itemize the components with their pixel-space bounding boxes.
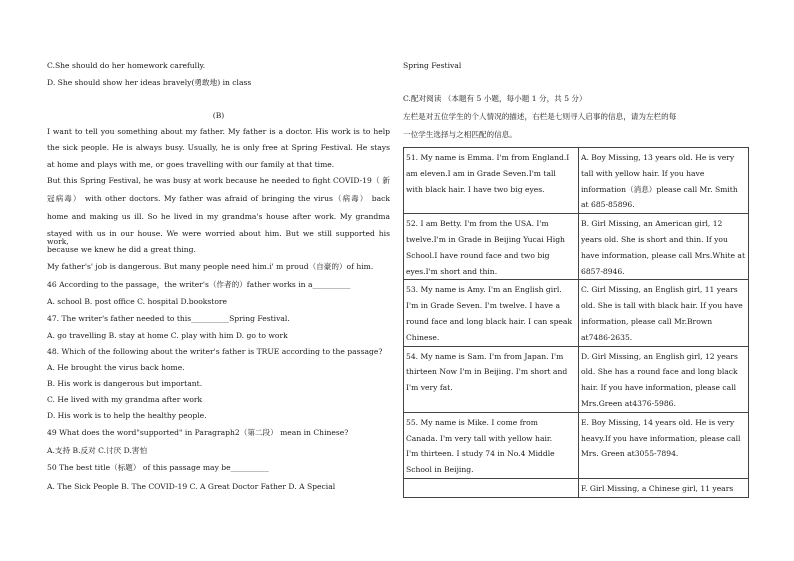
cell-line: I'm very fat.	[406, 383, 453, 393]
cell-line: at7486-2635.	[581, 332, 633, 342]
question-49: 49 What does the word"supported" in Paragraph2（第二段） mean in Chinese?	[47, 428, 349, 437]
cell-line: F. Girl Missing, a Chinese girl, 11 years	[581, 483, 734, 493]
cell-line: at 685-85896.	[581, 200, 635, 210]
question-50: 50 The best title（标题） of this passage may be__________	[47, 463, 269, 472]
cell-line: twelve.I'm in Grade in Beijing Yucai High	[406, 234, 565, 244]
cell-line: E. Boy Missing, 14 years old. He is very	[581, 417, 735, 427]
passage-line: I want to tell you something about my father. My father is a doctor. His work is to help	[47, 127, 390, 136]
instruction-line: 一位学生选择与之相匹配的信息。	[403, 130, 517, 139]
cell-line: Chinese.	[406, 332, 440, 342]
cell-line: 54. My name is Sam. I'm from Japan. I'm	[406, 351, 564, 361]
cell-line: years old. She is short and thin. If you	[581, 234, 728, 244]
cell-line: C. Girl Missing, an English girl, 11 years	[581, 285, 738, 295]
passage-line: 冠病毒） with other doctors. My father was afraid of bringing the virus（病毒） back	[47, 194, 390, 203]
student-cell-52	[404, 214, 579, 280]
cell-line: heavy.If you have information, please call	[581, 433, 741, 443]
cell-line: 52. I am Betty. I'm from the USA. I'm	[406, 219, 549, 229]
cell-line: Canada. I'm very tall with yellow hair.	[406, 433, 553, 443]
cell-line: 51. My name is Emma. I'm from England.I	[406, 153, 570, 162]
table-row	[404, 478, 749, 497]
table-row	[404, 280, 749, 346]
cell-line: I'm in Grade Seven. I'm twelve. I have a	[406, 301, 560, 311]
cell-line: Mrs.Green at4376-5986.	[581, 398, 676, 408]
passage-line: home and making us ill. So he lived in my grandma's house after work. My grandma	[47, 212, 390, 221]
cell-line: thirteen Now I'm in Beijing. I'm short and	[406, 367, 568, 377]
option-c-q45: C.She should do her homework carefully.	[47, 61, 206, 70]
cell-line: D. Girl Missing, an English girl, 12 years	[581, 351, 738, 361]
cell-line: Mrs. Green at3055-7894.	[581, 449, 679, 459]
passage-end-text: Spring Festival	[403, 61, 462, 70]
cell-line: am eleven.I am in Grade Seven.I'm tall	[406, 168, 556, 178]
question-47: 47. The writer's father needed to this__________Spring Festival.	[47, 314, 290, 323]
option-d-q45: D. She should show her ideas bravely(勇敢地) in class	[47, 78, 252, 87]
question-49-options: A.支持 B.反对 C.讨厌 D.害怕	[47, 446, 148, 455]
empty-cell	[404, 478, 579, 497]
cell-line: information（消息）please call Mr. Smith	[581, 184, 738, 194]
cell-line: 53. My name is Amy. I'm an English girl.	[406, 285, 562, 295]
student-cell-55	[404, 412, 579, 478]
cell-line: with black hair. I have two big eyes.	[406, 184, 545, 194]
question-48-option-a: A. He brought the virus back home.	[47, 363, 185, 372]
question-48-option-c: C. He lived with my grandma after work	[47, 395, 203, 404]
cell-line: 6857-8946.	[581, 266, 625, 276]
cell-line: School in Beijing.	[406, 465, 474, 475]
question-48-option-b: B. His work is dangerous but important.	[47, 379, 203, 388]
cell-line: old. She has a round face and long black	[581, 367, 738, 377]
table-row	[404, 148, 749, 214]
table-row	[404, 346, 749, 412]
passage-line: My father's' job is dangerous. But many people need him.i' m proud（自豪的）of him.	[47, 262, 374, 271]
cell-line: A. Boy Missing, 13 years old. He is very	[581, 153, 735, 162]
question-46: 46 According to the passage，the writer's（作者的）father works in a__________	[47, 280, 351, 289]
passage-line: the sick people. He is always busy. Usually, he is only free at Spring Festival. He stays	[47, 143, 390, 152]
student-cell-54	[404, 346, 579, 412]
notice-cell-e	[579, 412, 749, 478]
notice-cell-f	[579, 478, 749, 497]
question-46-options: A. school B. post office C. hospital D.bookstore	[47, 297, 228, 306]
table-row	[404, 214, 749, 280]
cell-line: 55. My name is Mike. I come from	[406, 417, 538, 427]
cell-line: hair. If you have information, please call	[581, 383, 737, 393]
cell-line: round face and long black hair. I can speak	[406, 316, 573, 326]
question-50-options: A. The Sick People B. The COVID-19 C. A Great Doctor Father D. A Special	[47, 482, 336, 491]
cell-line: eyes.I'm short and thin.	[406, 266, 498, 276]
cell-line: old. She is tall with black hair. If you have	[581, 301, 743, 311]
cell-line: I'm thirteen. I study 74 in No.4 Middle	[406, 449, 555, 459]
cell-line: tall with yellow hair. If you have	[581, 168, 705, 178]
section-heading-c: C.配对阅读 （本题有 5 小题，每小题 1 分，共 5 分）	[403, 94, 587, 103]
section-heading-b: (B)	[212, 111, 225, 120]
question-47-options: A. go travelling B. stay at home C. play with him D. go to work	[47, 331, 288, 340]
cell-line: information, please call Mr.Brown	[581, 316, 713, 326]
notice-cell-c	[579, 280, 749, 346]
notice-cell-b	[579, 214, 749, 280]
matching-table	[403, 147, 749, 498]
student-cell-53	[404, 280, 579, 346]
cell-line: have information, please call Mrs.White at	[581, 250, 745, 260]
notice-cell-a	[579, 148, 749, 214]
notice-cell-d	[579, 346, 749, 412]
table-row	[404, 412, 749, 478]
passage-line: because we knew he did a great thing.	[47, 245, 196, 254]
passage-line: at home and plays with me, or goes travelling with our family at that time.	[47, 160, 335, 169]
instruction-line: 左栏是对五位学生的个人情况的描述，右栏是七则寻人启事的信息，请为左栏的每	[403, 112, 677, 121]
passage-line: But this Spring Festival, he was busy at work because he needed to fight COVID-19（ 新	[47, 176, 390, 185]
question-48: 48. Which of the following about the writer's father is TRUE according to the passage?	[47, 347, 383, 356]
cell-line: B. Girl Missing, an American girl, 12	[581, 219, 723, 229]
student-cell-51	[404, 148, 579, 214]
cell-line: School.I have round face and two big	[406, 250, 550, 260]
passage-line: stayed with us in our house. We were worried about him. But we still supported his work,	[47, 229, 390, 246]
question-48-option-d: D. His work is to help the healthy people.	[47, 411, 207, 420]
